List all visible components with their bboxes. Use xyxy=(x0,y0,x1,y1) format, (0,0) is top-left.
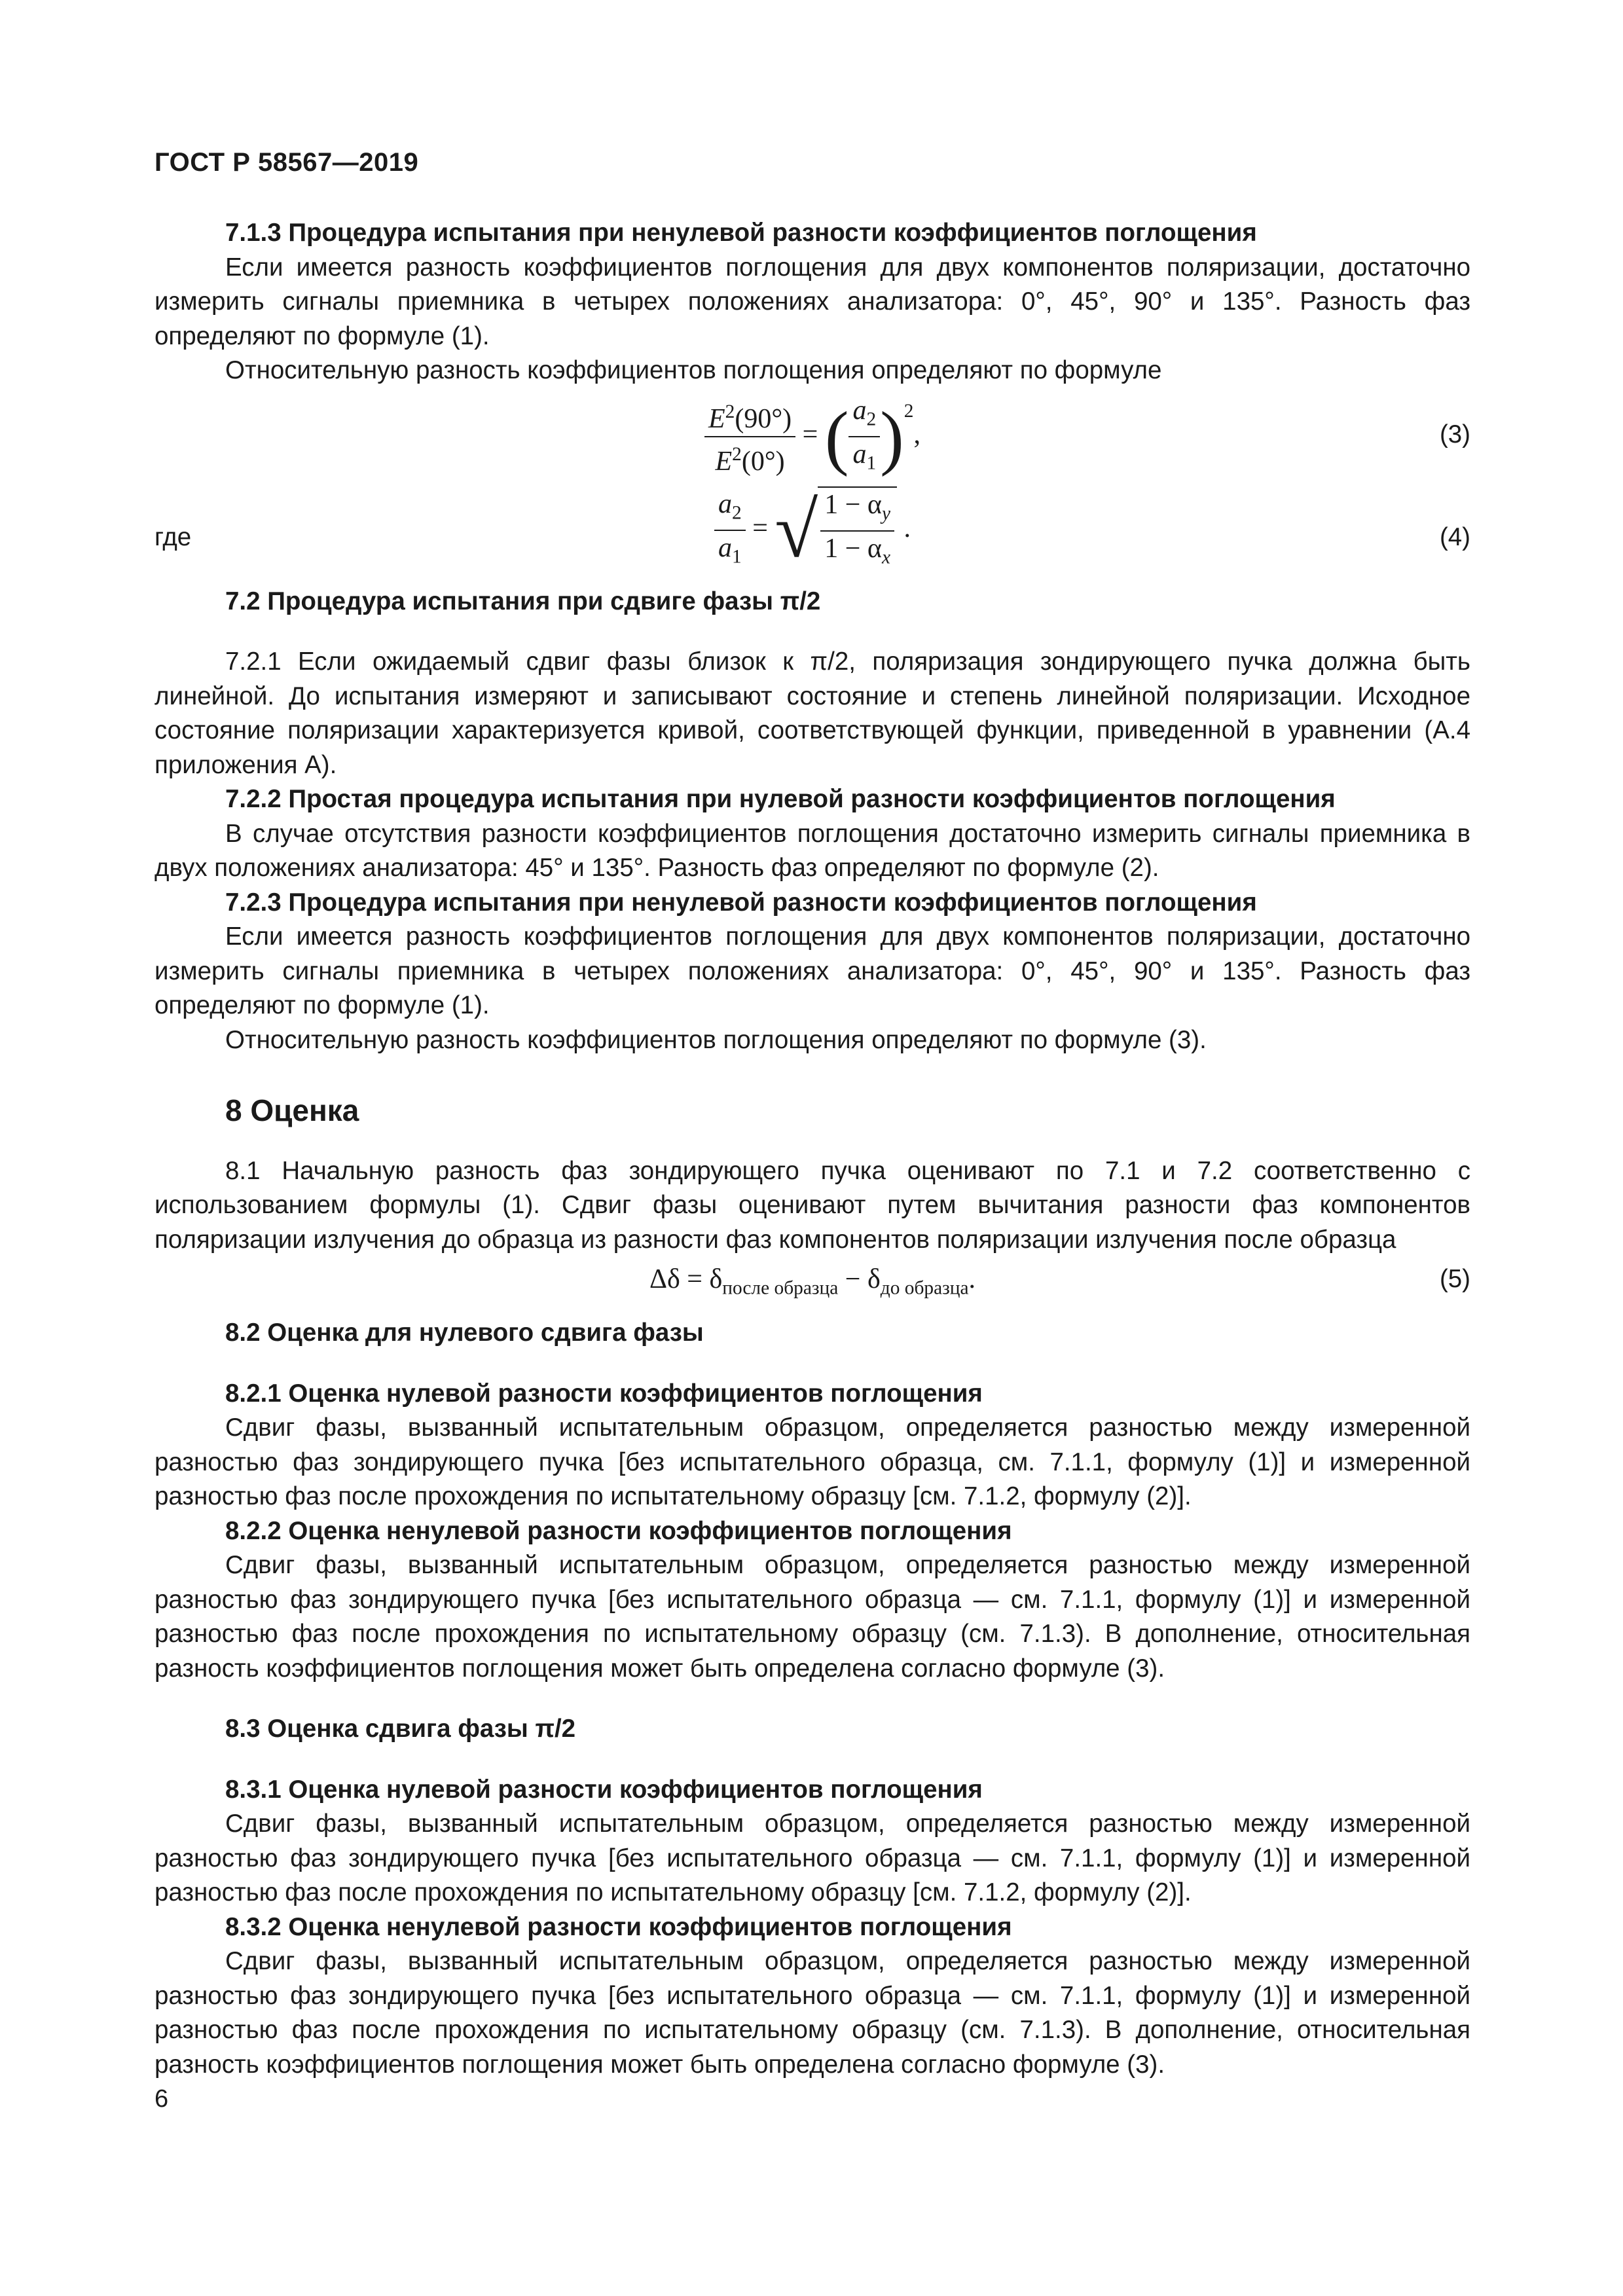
equation-4-number: (4) xyxy=(1439,522,1470,551)
paragraph: 7.2.1 Если ожидаемый сдвиг фазы близок к π/2, поляризация зондирующего пучка должна быть линейной. До испытания измеряют и записывают состояние и степень линейной поляризации. Исходное состояние поляризации характеризуется кривой, соответствующей функции, приведенной в уравнении (А.4 приложения А). xyxy=(155,647,1470,779)
section-title-8-2-1: 8.2.1 Оценка нулевой разности коэффициентов поглощения xyxy=(225,1379,983,1408)
equation-5-number: (5) xyxy=(1439,1265,1470,1293)
page-content xyxy=(155,216,1470,2082)
paragraph: Сдвиг фазы, вызванный испытательным образцом, определяется разностью между измеренной разностью фаз зондирующего пучка [без испытательного образца, см. 7.1.1, формулу (1)] и измеренной разностью фаз после прохождения по испытательному образцу [см. 7.1.2, формулу (2)]. xyxy=(155,1413,1470,1510)
paragraph: Сдвиг фазы, вызванный испытательным образцом, определяется разностью между измеренной разностью фаз зондирующего пучка [без испытательного образца — см. 7.1.1, формулу (1)] и измеренной разностью фаз после прохождения по испытательному образцу [см. 7.1.2, формулу (2)]. xyxy=(155,1810,1470,1906)
paragraph: Относительную разность коэффициентов поглощения определяют по формуле xyxy=(225,356,1162,384)
section-title-8-3-1: 8.3.1 Оценка нулевой разности коэффициентов поглощения xyxy=(225,1775,983,1804)
equation-3-formula: $\frac{E^2(90^\circ)}{E^2(0^\circ)}$ = ( $\frac{a_2}{a_1}$ )$^2$, xyxy=(155,393,1470,481)
section-title-7-2-3: 7.2.3 Процедура испытания при ненулевой разности коэффициентов поглощения xyxy=(225,888,1257,917)
section-title-7-2-2: 7.2.2 Простая процедура испытания при нулевой разности коэффициентов поглощения xyxy=(225,785,1336,813)
equation-4 xyxy=(155,486,1470,585)
equation-3-number: (3) xyxy=(1439,420,1470,448)
section-title-8-3: 8.3 Оценка сдвига фазы π/2 xyxy=(225,1715,576,1743)
equation-3 xyxy=(155,388,1470,486)
section-title-8: 8 Оценка xyxy=(225,1093,359,1127)
equation-5 xyxy=(155,1257,1470,1316)
paragraph: Относительную разность коэффициентов поглощения определяют по формуле (3). xyxy=(225,1025,1207,1054)
section-title-8-3-2: 8.3.2 Оценка ненулевой разности коэффициентов поглощения xyxy=(225,1912,1012,1941)
section-title-7-1-3: 7.1.3 Процедура испытания при ненулевой разности коэффициентов поглощения xyxy=(225,219,1257,247)
paragraph: В случае отсутствия разности коэффициентов поглощения достаточно измерить сигналы приемника в двух положениях анализатора: 45° и 135°. Разность фаз определяют по формуле (2). xyxy=(155,819,1470,882)
equation-5-sub-after: после образца xyxy=(722,1277,839,1299)
equation-5-sub-before: до образца xyxy=(880,1277,969,1299)
paragraph: Сдвиг фазы, вызванный испытательным образцом, определяется разностью между измеренной разностью фаз зондирующего пучка [без испытательного образца — см. 7.1.1, формулу (1)] и измеренной разностью фаз после прохождения по испытательному образцу (см. 7.1.3). В дополнение, относительная разность коэффициентов поглощения может быть определена согласно формуле (3). xyxy=(155,1551,1470,1683)
section-title-8-2: 8.2 Оценка для нулевого сдвига фазы xyxy=(225,1319,704,1347)
section-title-8-2-2: 8.2.2 Оценка ненулевой разности коэффициентов поглощения xyxy=(225,1516,1012,1545)
paragraph: Если имеется разность коэффициентов поглощения для двух компонентов поляризации, достаточно измерить сигналы приемника в четырех положениях анализатора: 0°, 45°, 90° и 135°. Разность фаз определяют по формуле (1). xyxy=(155,922,1470,1019)
section-title-7-2: 7.2 Процедура испытания при сдвиге фазы π/2 xyxy=(225,587,821,615)
equation-4-formula: $\frac{a_2}{a_1}$ = √ $\frac{1 - \alpha_y}{1 - \alpha_x}$ . xyxy=(155,486,1470,575)
paragraph: 8.1 Начальную разность фаз зондирующего пучка оценивают по 7.1 и 7.2 соответственно с использованием формулы (1). Сдвиг фазы оценивают путем вычитания разности фаз компонентов поляризации излучения до образца из разности фаз компонентов поляризации излучения после образца xyxy=(155,1156,1470,1254)
paragraph: Сдвиг фазы, вызванный испытательным образцом, определяется разностью между измеренной разностью фаз зондирующего пучка [без испытательного образца — см. 7.1.1, формулу (1)] и измеренной разностью фаз после прохождения по испытательному образцу (см. 7.1.3). В дополнение, относительная разность коэффициентов поглощения может быть определена согласно формуле (3). xyxy=(155,1947,1470,2079)
document-code: ГОСТ Р 58567—2019 xyxy=(155,148,419,177)
where-label: где xyxy=(155,522,192,551)
page-number: 6 xyxy=(155,2085,169,2113)
equation-5-formula: $\Delta\delta = \delta_{после образца} - \delta_{до образца}$. xyxy=(649,1264,976,1299)
paragraph: Если имеется разность коэффициентов поглощения для двух компонентов поляризации, достаточно измерить сигналы приемника в четырех положениях анализатора: 0°, 45°, 90° и 135°. Разность фаз определяют по формуле (1). xyxy=(155,253,1470,350)
